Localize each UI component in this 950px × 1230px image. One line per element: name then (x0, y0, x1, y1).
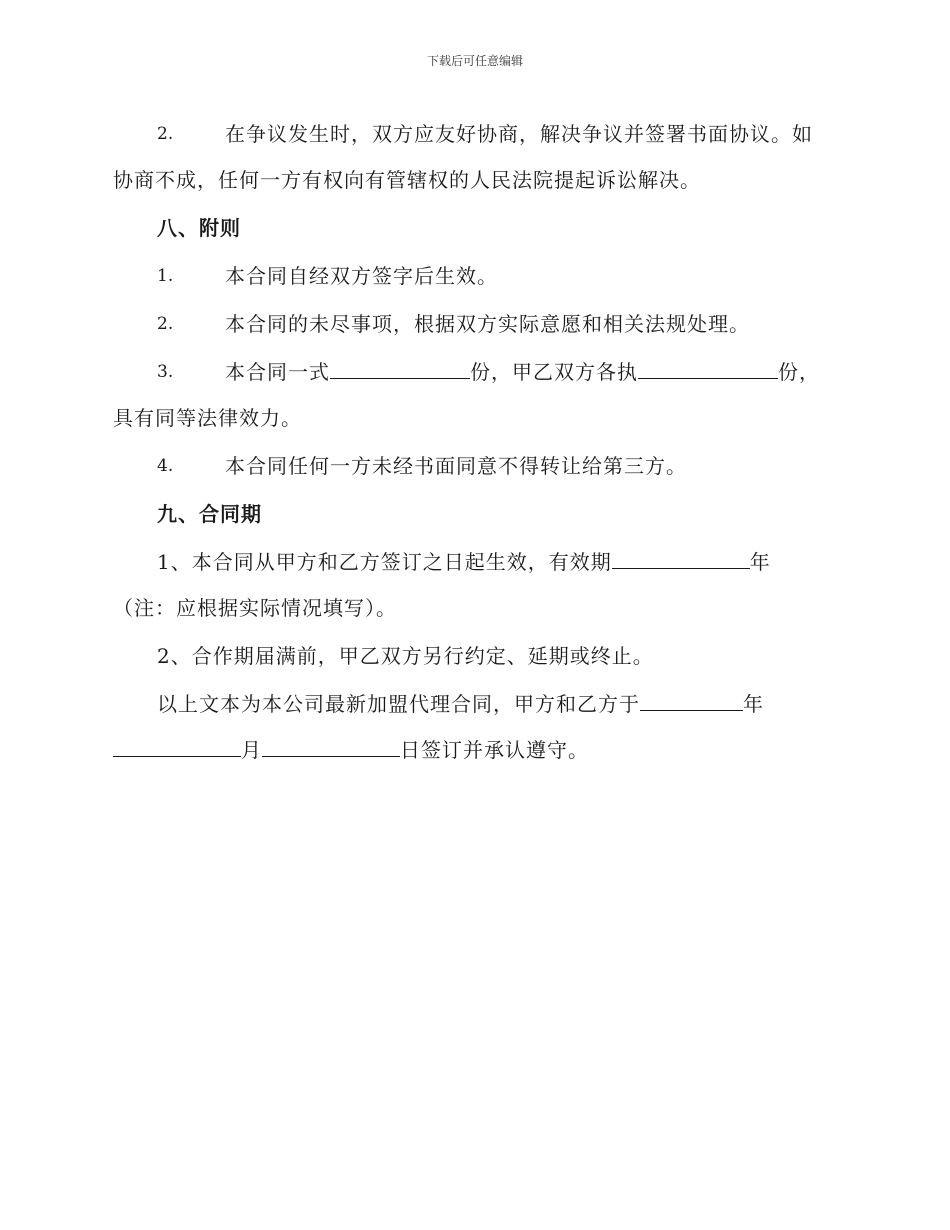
sign-day-blank[interactable] (262, 736, 400, 757)
clause-dispute-2 (113, 111, 835, 203)
sign-year-blank[interactable] (640, 690, 743, 711)
clause-text-a: 1、本合同从甲方和乙方签订之日起生效，有效期 (157, 550, 612, 574)
clause-text-b: 年 (749, 550, 771, 574)
clause-number: 4. (157, 456, 174, 476)
clause-text-line-1: 在争议发生时，双方应友好协商，解决争议并签署书面协议。如 (225, 122, 813, 146)
clause-number: 2. (157, 314, 174, 334)
clause-text: 本合同的未尽事项，根据双方实际意愿和相关法规处理。 (225, 312, 750, 336)
closing-paragraph (113, 681, 835, 773)
clause-text: 本合同自经双方签字后生效。 (225, 264, 498, 288)
each-party-copies-blank[interactable] (638, 358, 778, 379)
clause-number: 1. (157, 266, 174, 286)
section-9-item-1 (113, 539, 835, 631)
clause-number: 2. (157, 124, 174, 144)
sign-month-prefix-blank[interactable] (113, 736, 241, 757)
section-9-item-2 (113, 633, 835, 679)
clause-text-a: 本合同一式 (225, 360, 330, 384)
clause-text-b: 份，甲乙双方各执 (470, 360, 638, 384)
closing-text-c: 月 (241, 738, 262, 762)
copies-blank[interactable] (330, 358, 470, 379)
clause-text-c: 份， (778, 360, 820, 384)
clause-text-c: （注：应根据实际情况填写）。 (113, 596, 397, 620)
section-8-item-2 (113, 301, 835, 347)
section-8-item-4 (113, 443, 835, 489)
validity-years-blank[interactable] (612, 548, 750, 569)
section-9-title: 九、合同期 (157, 502, 262, 526)
document-body (113, 111, 835, 775)
closing-text-d: 日签订并承认遵守。 (400, 738, 589, 762)
page-header: 下载后可任意编辑 (426, 54, 523, 68)
section-8-item-1 (113, 253, 835, 299)
closing-text-b: 年 (743, 692, 764, 716)
section-8-title: 八、附则 (157, 216, 241, 240)
clause-text-d: 具有同等法律效力。 (113, 406, 302, 430)
closing-text-a: 以上文本为本公司最新加盟代理合同，甲方和乙方于 (157, 692, 640, 716)
section-8-item-3 (113, 349, 835, 441)
clause-text-line-2: 协商不成，任何一方有权向有管辖权的人民法院提起诉讼解决。 (113, 168, 701, 192)
clause-text: 2、合作期届满前，甲乙双方另行约定、延期或终止。 (157, 644, 654, 668)
clause-text: 本合同任何一方未经书面同意不得转让给第三方。 (225, 454, 687, 478)
clause-number: 3. (157, 362, 174, 382)
